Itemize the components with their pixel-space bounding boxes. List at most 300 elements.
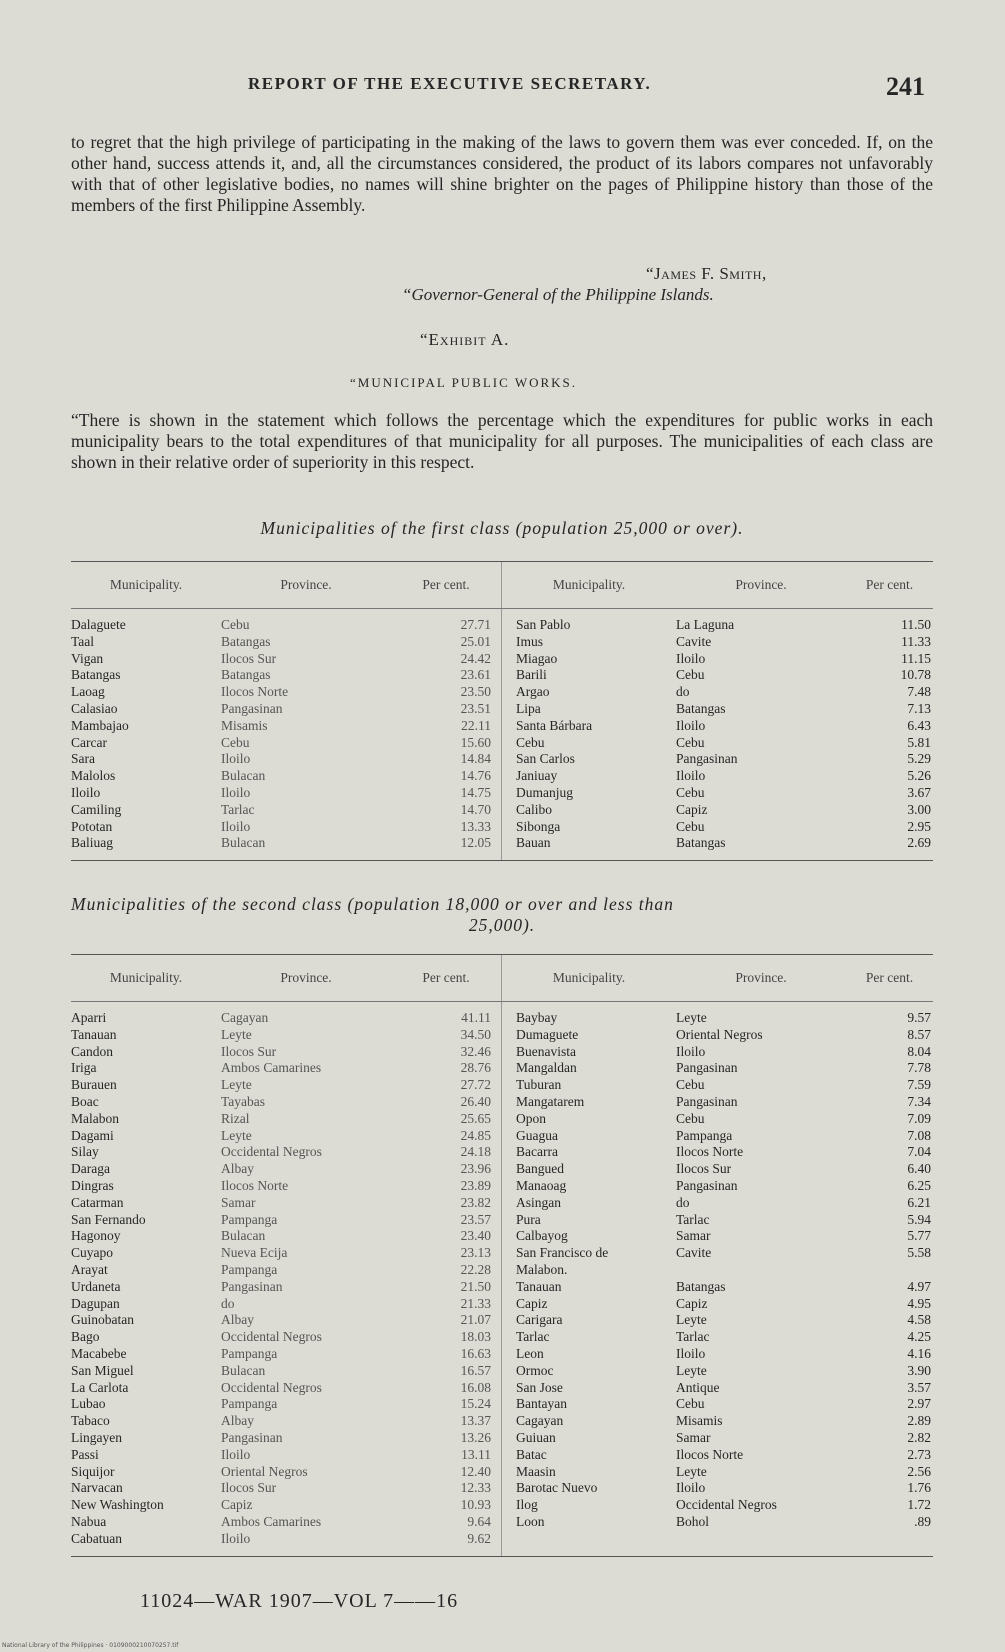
cell-percent: 24.42 <box>460 650 491 666</box>
cell-province: Cebu <box>676 1396 705 1412</box>
header-percent: Per cent. <box>391 562 502 609</box>
cell-municipality: Sara <box>71 751 95 767</box>
cell-province: Rizal <box>221 1110 250 1126</box>
table-row <box>71 785 933 802</box>
table-row <box>71 1329 933 1346</box>
cell-percent: 6.25 <box>907 1177 931 1193</box>
cell-province: Tarlac <box>676 1211 710 1227</box>
cell-municipality: Dumanjug <box>502 785 677 802</box>
table-row <box>71 1514 933 1531</box>
header-municipality: Municipality. <box>502 955 677 1002</box>
cell-municipality: Loon <box>502 1514 677 1531</box>
cell-province: Capiz <box>676 1295 708 1311</box>
cell-province: Iloilo <box>221 751 251 767</box>
cell-percent: 11.50 <box>901 617 931 632</box>
cell-percent: 4.97 <box>907 1278 931 1294</box>
first-class-table <box>71 561 933 861</box>
cell-municipality: Imus <box>502 634 677 651</box>
cell-province: Misamis <box>676 1413 723 1429</box>
cell-municipality: Argao <box>502 684 677 701</box>
cell-percent: 7.34 <box>907 1093 931 1109</box>
cell-municipality: Passi <box>71 1446 99 1462</box>
cell-percent: 21.50 <box>460 1278 491 1294</box>
cell-percent: 12.40 <box>460 1463 491 1479</box>
cell-province: Leyte <box>676 1463 707 1479</box>
cell-municipality: Manaoag <box>502 1178 677 1195</box>
cell-percent: 26.40 <box>460 1093 491 1109</box>
cell-municipality: Baybay <box>502 1002 677 1027</box>
cell-province: Bulacan <box>221 1228 266 1244</box>
table-row <box>71 651 933 668</box>
cell-percent: 23.82 <box>460 1194 491 1210</box>
cell-province: Leyte <box>676 1362 707 1378</box>
cell-percent: 5.77 <box>907 1228 931 1244</box>
cell-percent: 14.70 <box>460 801 491 817</box>
cell-municipality: Silay <box>71 1144 99 1160</box>
table-row <box>71 1178 933 1195</box>
cell-municipality: Candon <box>71 1043 113 1059</box>
cell-percent: 3.00 <box>907 801 931 817</box>
cell-province: La Laguna <box>676 617 735 632</box>
cell-percent: 1.72 <box>907 1497 931 1513</box>
cell-province: Occidental Negros <box>221 1144 322 1160</box>
header-percent: Per cent. <box>391 955 502 1002</box>
signature-name: “James F. Smith, <box>646 264 767 283</box>
cell-province: Pangasinan <box>221 700 283 716</box>
cell-municipality <box>502 1531 677 1556</box>
cell-municipality: Lubao <box>71 1396 106 1412</box>
cell-province: Ambos Camarines <box>221 1513 322 1529</box>
cell-municipality: Daraga <box>71 1161 110 1177</box>
cell-province: Pangasinan <box>676 1177 738 1193</box>
cell-percent: 6.43 <box>907 717 931 733</box>
cell-municipality: Guiuan <box>502 1430 677 1447</box>
cell-percent: 22.11 <box>461 717 491 733</box>
cell-percent: 23.89 <box>460 1177 491 1193</box>
cell-province: Cavite <box>676 633 712 649</box>
cell-province: Samar <box>221 1194 256 1210</box>
header-province: Province. <box>221 562 391 609</box>
cell-percent: 3.57 <box>907 1379 931 1395</box>
cell-municipality: Bangued <box>502 1161 677 1178</box>
cell-municipality: Santa Bárbara <box>502 718 677 735</box>
cell-percent: 12.05 <box>391 835 502 860</box>
cell-municipality: Pototan <box>71 818 113 834</box>
cell-municipality: Bago <box>71 1329 100 1345</box>
cell-province: Cebu <box>221 617 250 632</box>
cell-province: Occidental Negros <box>221 1379 322 1395</box>
cell-province: Iloilo <box>221 784 251 800</box>
table2-caption-line2: 25,000). <box>468 915 536 935</box>
header-percent: Per cent. <box>846 562 933 609</box>
cell-percent: 14.75 <box>460 784 491 800</box>
cell-percent: 7.09 <box>907 1110 931 1126</box>
cell-percent: 13.26 <box>460 1429 491 1445</box>
cell-municipality: Mangatarem <box>502 1094 677 1111</box>
cell-province: Batangas <box>676 835 846 860</box>
cell-percent: 25.65 <box>460 1110 491 1126</box>
cell-percent: 34.50 <box>460 1026 491 1042</box>
table-row <box>71 1228 933 1245</box>
cell-municipality: San Francisco de <box>502 1245 677 1262</box>
cell-province: Capiz <box>676 801 708 817</box>
table-row <box>71 1464 933 1481</box>
cell-municipality: Guinobatan <box>71 1312 134 1328</box>
cell-municipality: Baliuag <box>71 835 221 860</box>
table-row <box>71 802 933 819</box>
table-row <box>71 684 933 701</box>
cell-percent: 10.78 <box>900 667 931 683</box>
cell-percent: 15.24 <box>460 1396 491 1412</box>
cell-municipality: Dingras <box>71 1177 114 1193</box>
table-row <box>71 1128 933 1145</box>
cell-percent: 41.11 <box>461 1010 491 1025</box>
cell-percent: 2.89 <box>907 1413 931 1429</box>
cell-municipality: Burauen <box>71 1077 117 1093</box>
cell-percent: 5.81 <box>907 734 931 750</box>
cell-municipality: Narvacan <box>71 1480 123 1496</box>
cell-province: Cebu <box>676 1077 705 1093</box>
cell-province: Pampanga <box>221 1211 278 1227</box>
table-row <box>71 1027 933 1044</box>
cell-municipality: Barili <box>502 667 677 684</box>
cell-percent: 12.33 <box>460 1480 491 1496</box>
cell-municipality: Catarman <box>71 1194 124 1210</box>
cell-percent: 4.95 <box>907 1295 931 1311</box>
table-row <box>71 1111 933 1128</box>
cell-percent <box>846 1262 933 1279</box>
cell-province: Batangas <box>676 1278 726 1294</box>
cell-percent: 7.48 <box>907 684 931 700</box>
cell-municipality: Cagayan <box>502 1413 677 1430</box>
cell-province: Cebu <box>676 784 705 800</box>
table-row <box>71 768 933 785</box>
cell-province: Iloilo <box>221 818 251 834</box>
cell-percent: 5.58 <box>907 1245 931 1261</box>
cell-percent: 13.37 <box>460 1413 491 1429</box>
table-header-row <box>71 562 933 609</box>
cell-province: Leyte <box>676 1010 707 1025</box>
cell-percent: 4.58 <box>907 1312 931 1328</box>
cell-percent: 27.72 <box>460 1077 491 1093</box>
cell-province: Batangas <box>221 633 271 649</box>
table-row <box>71 1212 933 1229</box>
signature-title: “Governor-General of the Philippine Islands. <box>402 285 714 304</box>
cell-percent: 7.04 <box>907 1144 931 1160</box>
cell-percent: .89 <box>914 1513 931 1529</box>
cell-province: Pampanga <box>676 1127 733 1143</box>
cell-percent: 24.18 <box>460 1144 491 1160</box>
table-row <box>71 1497 933 1514</box>
cell-province: Iloilo <box>221 1446 251 1462</box>
cell-percent: 14.76 <box>460 768 491 784</box>
table-row <box>71 1279 933 1296</box>
cell-province: Ilocos Sur <box>221 650 277 666</box>
cell-municipality: San Pablo <box>502 609 677 634</box>
cell-percent: 13.33 <box>460 818 491 834</box>
cell-percent: 2.95 <box>907 818 931 834</box>
table-row <box>71 1077 933 1094</box>
header-province: Province. <box>676 562 846 609</box>
cell-percent: 16.63 <box>460 1345 491 1361</box>
header-province: Province. <box>676 955 846 1002</box>
cell-municipality: Vigan <box>71 650 104 666</box>
cell-percent: 3.67 <box>907 784 931 800</box>
cell-municipality: Leon <box>502 1346 677 1363</box>
cell-municipality: Pura <box>502 1212 677 1229</box>
cell-percent: 32.46 <box>460 1043 491 1059</box>
cell-municipality: Carigara <box>502 1312 677 1329</box>
page-footer: 11024—WAR 1907—VOL 7——16 <box>140 1590 459 1612</box>
cell-percent: 8.57 <box>907 1026 931 1042</box>
table-row <box>71 667 933 684</box>
cell-municipality: New Washington <box>71 1497 164 1513</box>
cell-percent: 7.59 <box>907 1077 931 1093</box>
cell-municipality: Siquijor <box>71 1463 115 1479</box>
cell-municipality: Barotac Nuevo <box>502 1480 677 1497</box>
cell-municipality: Bauan <box>502 835 677 860</box>
table-row <box>71 1144 933 1161</box>
table2-caption <box>71 894 933 936</box>
cell-percent: 13.11 <box>461 1446 491 1462</box>
cell-municipality: San Fernando <box>71 1211 146 1227</box>
cell-percent: 6.40 <box>907 1161 931 1177</box>
cell-municipality: Calibo <box>502 802 677 819</box>
table-row <box>71 1413 933 1430</box>
cell-municipality: Nabua <box>71 1513 107 1529</box>
cell-province: do <box>676 1194 690 1210</box>
cell-province: Albay <box>221 1161 254 1177</box>
cell-percent: 5.94 <box>907 1211 931 1227</box>
table-header-row <box>71 955 933 1002</box>
cell-municipality: Cebu <box>502 735 677 752</box>
cell-municipality: Maasin <box>502 1464 677 1481</box>
cell-province: do <box>221 1295 235 1311</box>
second-class-table <box>71 954 933 1557</box>
cell-municipality: Cuyapo <box>71 1245 113 1261</box>
cell-percent: 28.76 <box>460 1060 491 1076</box>
table-row <box>71 835 933 860</box>
cell-municipality: Dagupan <box>71 1295 120 1311</box>
table-row <box>71 1447 933 1464</box>
table-row <box>71 609 933 634</box>
cell-province: Iloilo <box>676 1345 706 1361</box>
cell-percent: 23.57 <box>460 1211 491 1227</box>
cell-municipality: Laoag <box>71 684 105 700</box>
cell-municipality: Sibonga <box>502 819 677 836</box>
table-row <box>71 1245 933 1262</box>
cell-province: Albay <box>221 1312 254 1328</box>
cell-municipality: Batac <box>502 1447 677 1464</box>
cell-municipality: Guagua <box>502 1128 677 1145</box>
cell-municipality: Asingan <box>502 1195 677 1212</box>
table-row <box>71 1480 933 1497</box>
cell-municipality: Bantayan <box>502 1396 677 1413</box>
cell-municipality: La Carlota <box>71 1379 129 1395</box>
cell-percent: 23.96 <box>460 1161 491 1177</box>
table-row <box>71 1195 933 1212</box>
cell-province: Ilocos Sur <box>221 1043 277 1059</box>
header-municipality: Municipality. <box>71 562 221 609</box>
cell-municipality: Iloilo <box>71 784 101 800</box>
cell-percent: 23.51 <box>460 700 491 716</box>
paragraph-intro: to regret that the high privilege of participating in the making of the laws to govern them was ever conceded. If, on the other hand, success attends it, and, all the circumstances considered, the product of its labors compares not unfavorably with that of other legislative bodies, no names will shine brighter on the pages of Philippine history than those of the members of the first Philippine Assembly. <box>71 132 933 215</box>
cell-province: Iloilo <box>676 717 706 733</box>
header-percent: Per cent. <box>846 955 933 1002</box>
cell-percent: 1.76 <box>907 1480 931 1496</box>
paragraph-statement: “There is shown in the statement which follows the percentage which the expenditures for public works in each municipality bears to the total expenditures of that municipality for all purposes. The municipalities of each class are shown in their relative order of superiority in this respect. <box>71 410 933 472</box>
cell-province: Occidental Negros <box>676 1497 777 1513</box>
cell-percent: 24.85 <box>460 1127 491 1143</box>
cell-province: do <box>676 684 690 700</box>
cell-province: Ilocos Sur <box>676 1161 732 1177</box>
cell-province: Pangasinan <box>221 1429 283 1445</box>
cell-percent: 3.90 <box>907 1362 931 1378</box>
cell-municipality: Macabebe <box>71 1345 127 1361</box>
table-row <box>71 1430 933 1447</box>
table-row <box>71 634 933 651</box>
cell-percent: 21.33 <box>460 1295 491 1311</box>
cell-municipality: Mambajao <box>71 717 129 733</box>
cell-municipality: San Miguel <box>71 1362 134 1378</box>
cell-province: Bulacan <box>221 835 391 860</box>
cell-percent: 14.84 <box>460 751 491 767</box>
cell-province: Nueva Ecija <box>221 1245 288 1261</box>
cell-province: Leyte <box>676 1312 707 1328</box>
cell-municipality: Calasiao <box>71 700 118 716</box>
cell-province: Ilocos Sur <box>221 1480 277 1496</box>
cell-municipality: Dumaguete <box>502 1027 677 1044</box>
cell-municipality: Janiuay <box>502 768 677 785</box>
table-row <box>71 1312 933 1329</box>
cell-province: Pampanga <box>221 1396 278 1412</box>
cell-municipality: Tanauan <box>71 1026 117 1042</box>
table-row <box>71 718 933 735</box>
cell-municipality: Capiz <box>502 1296 677 1313</box>
cell-percent: 4.16 <box>907 1345 931 1361</box>
cell-province: Albay <box>221 1413 254 1429</box>
cell-province: Bohol <box>676 1513 710 1529</box>
cell-municipality: Buenavista <box>502 1044 677 1061</box>
cell-province: Leyte <box>221 1077 252 1093</box>
cell-province: Leyte <box>221 1026 252 1042</box>
cell-municipality: Iriga <box>71 1060 97 1076</box>
cell-municipality: Boac <box>71 1093 99 1109</box>
cell-province: Cavite <box>676 1245 712 1261</box>
cell-municipality: Malabon <box>71 1110 119 1126</box>
cell-municipality: San Carlos <box>502 751 677 768</box>
cell-municipality: Malolos <box>71 768 116 784</box>
cell-municipality: Tanauan <box>502 1279 677 1296</box>
cell-province: Cebu <box>676 1110 705 1126</box>
table-row <box>71 1296 933 1313</box>
table-row <box>71 1262 933 1279</box>
cell-province: Batangas <box>676 700 726 716</box>
cell-percent: 15.60 <box>460 734 491 750</box>
cell-municipality: Camiling <box>71 801 122 817</box>
page-number: 241 <box>886 72 925 101</box>
cell-province: Oriental Negros <box>676 1026 763 1042</box>
cell-province: Ambos Camarines <box>221 1060 322 1076</box>
table-row <box>71 1060 933 1077</box>
cell-province: Iloilo <box>676 768 706 784</box>
cell-province: Occidental Negros <box>221 1329 322 1345</box>
cell-province: Cebu <box>676 818 705 834</box>
cell-municipality: Calbayog <box>502 1228 677 1245</box>
cell-province: Pangasinan <box>676 1093 738 1109</box>
cell-municipality: Bacarra <box>502 1144 677 1161</box>
cell-province: Iloilo <box>676 1043 706 1059</box>
cell-municipality: Lingayen <box>71 1429 122 1445</box>
cell-percent <box>846 1531 933 1556</box>
table-row <box>71 735 933 752</box>
cell-province: Cebu <box>676 667 705 683</box>
cell-percent: 9.57 <box>907 1010 931 1025</box>
section-title: “MUNICIPAL PUBLIC WORKS. <box>350 375 578 390</box>
cell-percent: 5.26 <box>907 768 931 784</box>
cell-percent: 11.33 <box>901 633 931 649</box>
cell-province: Samar <box>676 1228 711 1244</box>
cell-municipality: Ormoc <box>502 1363 677 1380</box>
cell-province <box>676 1262 846 1279</box>
header-municipality: Municipality. <box>71 955 221 1002</box>
cell-municipality: Taal <box>71 633 95 649</box>
cell-percent: 23.40 <box>460 1228 491 1244</box>
cell-percent: 11.15 <box>901 650 931 666</box>
cell-province: Pangasinan <box>676 751 738 767</box>
cell-percent: 9.64 <box>467 1513 491 1529</box>
cell-municipality: Malabon. <box>502 1262 677 1279</box>
cell-province: Oriental Negros <box>221 1463 308 1479</box>
cell-percent: 16.57 <box>460 1362 491 1378</box>
cell-percent: 4.25 <box>907 1329 931 1345</box>
cell-province: Pangasinan <box>221 1278 283 1294</box>
cell-province: Tarlac <box>676 1329 710 1345</box>
cell-province: Bulacan <box>221 1362 266 1378</box>
exhibit-heading: “Exhibit A. <box>420 330 510 349</box>
cell-percent: 23.13 <box>460 1245 491 1261</box>
cell-percent: 10.93 <box>460 1497 491 1513</box>
table-row <box>71 1161 933 1178</box>
cell-percent: 23.61 <box>460 667 491 683</box>
cell-province: Bulacan <box>221 768 266 784</box>
cell-province: Iloilo <box>676 650 706 666</box>
table-row <box>71 751 933 768</box>
cell-municipality: Ilog <box>502 1497 677 1514</box>
cell-municipality: Aparri <box>71 1010 107 1025</box>
cell-province: Tarlac <box>221 801 255 817</box>
scan-credit: National Library of the Philippines · 0109000210070257.tif <box>2 1642 179 1649</box>
cell-percent: 7.78 <box>907 1060 931 1076</box>
cell-municipality: Mangaldan <box>502 1060 677 1077</box>
cell-municipality: Tarlac <box>502 1329 677 1346</box>
running-title: REPORT OF THE EXECUTIVE SECRETARY. <box>248 74 652 93</box>
cell-percent: 6.21 <box>907 1194 931 1210</box>
table-row <box>71 1363 933 1380</box>
cell-percent: 5.29 <box>907 751 931 767</box>
cell-percent: 8.04 <box>907 1043 931 1059</box>
table-row <box>71 1380 933 1397</box>
cell-percent: 2.69 <box>846 835 933 860</box>
cell-percent: 22.28 <box>460 1261 491 1277</box>
cell-province: Ilocos Norte <box>676 1144 744 1160</box>
table-row <box>71 1346 933 1363</box>
header-province: Province. <box>221 955 391 1002</box>
cell-municipality: Lipa <box>502 701 677 718</box>
cell-province: Ilocos Norte <box>676 1446 744 1462</box>
cell-municipality: Dagami <box>71 1127 114 1143</box>
table-row <box>71 1044 933 1061</box>
